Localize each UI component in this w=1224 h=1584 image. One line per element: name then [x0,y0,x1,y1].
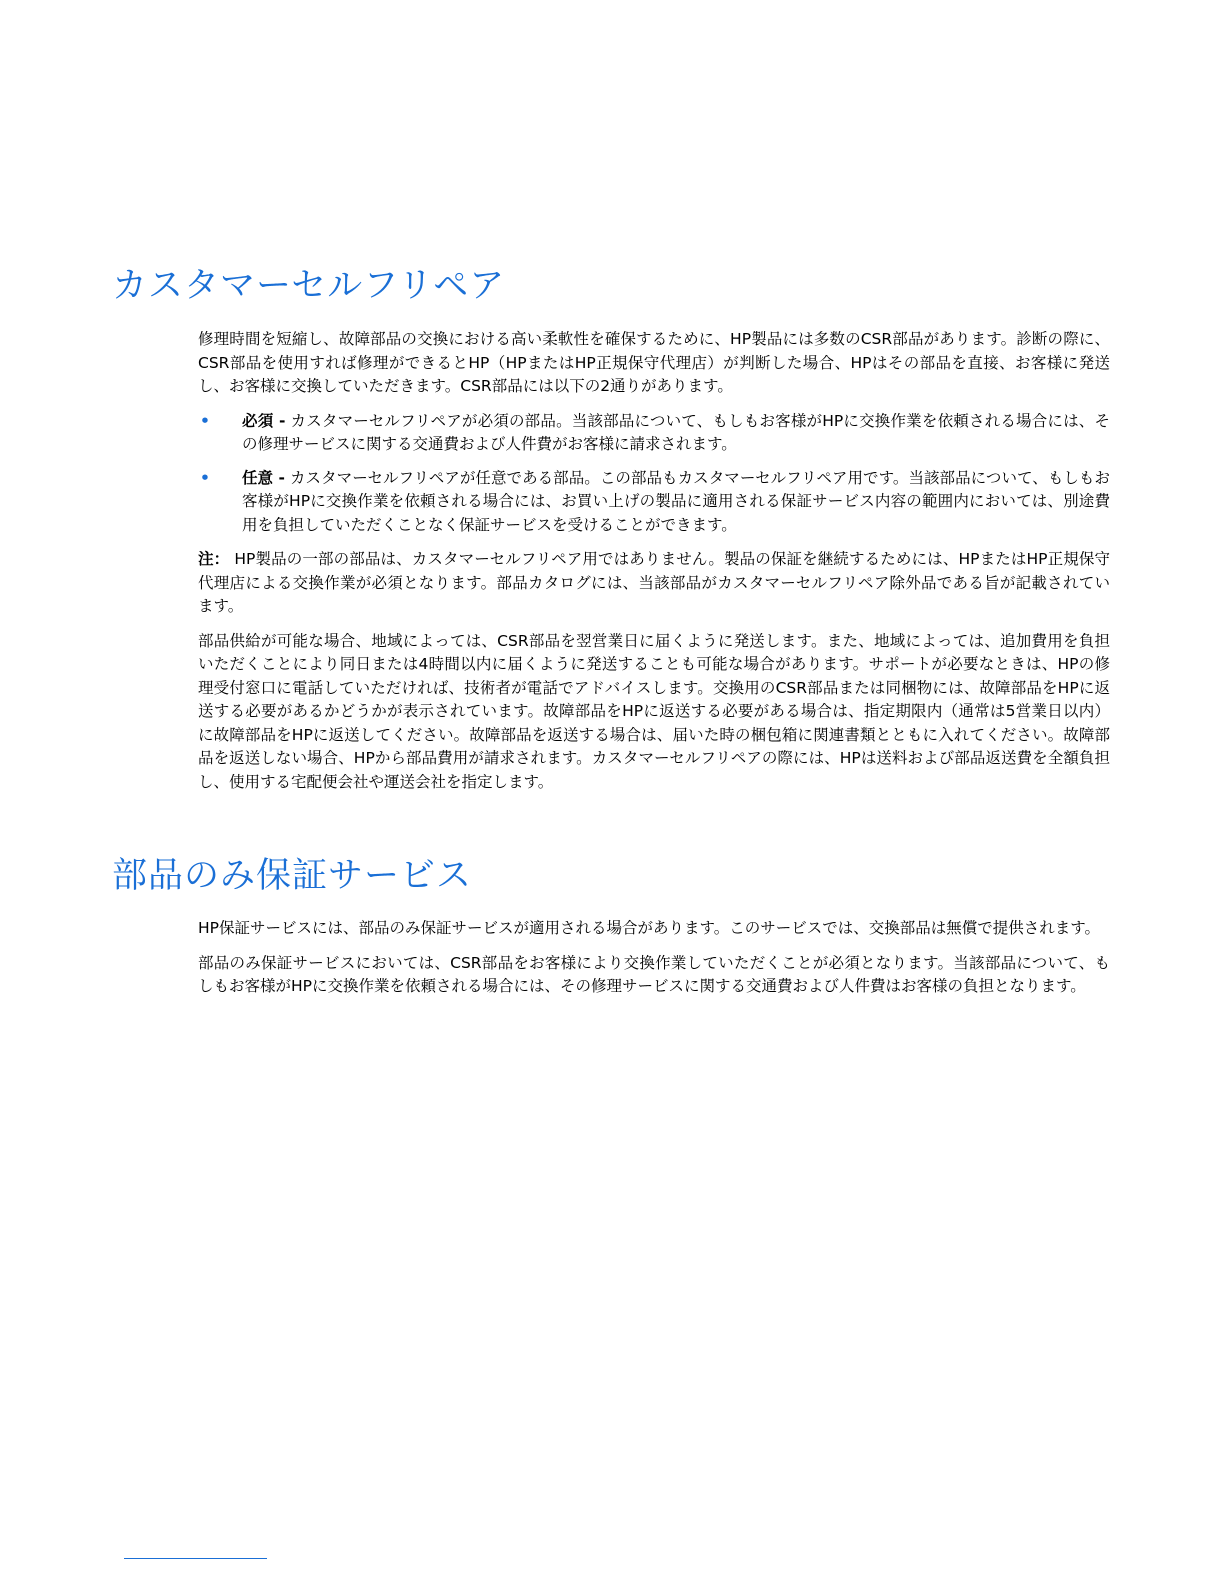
list-item-lead: 任意 - [242,468,285,487]
list-item-optional [198,467,1110,538]
csr-part-types-list [198,410,1110,538]
list-item-mandatory [198,410,1110,457]
list-item-text: カスタマーセルフリペアが任意である部品。この部品もカスタマーセルフリペア用です。当該部品について、もしもお客様がHPに交換作業を依頼される場合には、お買い上げの製品に適用される保証サービス内容の範囲内においては、別途費用を負担していただくことなく保証サービスを受けることができます。 [242,468,1110,534]
section-heading-customer-self-repair: カスタマーセルフリペア [112,266,506,306]
shipping-paragraph: 部品供給が可能な場合、地域によっては、CSR部品を翌営業日に届くように発送します。また、地域によっては、追加費用を負担いただくことにより同日または4時間以内に届くように発送することも可能な場合があります。サポートが必要なときは、HPの修理受付窓口に電話していただければ、技術者が電話でアドバイスします。交換用のCSR部品または同梱物には、故障部品をHPに返送する必要があるかどうかが表示されています。故障部品をHPに返送する必要がある場合は、指定期限内（通常は5営業日以内）に故障部品をHPに返送してください。故障部品を返送する場合は、届いた時の梱包箱に関連書類とともに入れてください。故障部品を返送しない場合、HPから部品費用が請求されます。カスタマーセルフリペアの際には、HPは送料および部品返送費を全額負担し、使用する宅配便会社や運送会社を指定します。 [198,631,1110,791]
parts-only-paragraph-1: HP保証サービスには、部品のみ保証サービスが適用される場合があります。このサービスでは、交換部品は無償で提供されます。 [198,919,1101,937]
section-body-customer-self-repair [198,328,1110,805]
footer-rule [124,1558,267,1559]
bullet-icon: • [200,468,210,487]
note-label: 注： [198,550,230,568]
list-item-lead: 必須 - [242,411,286,430]
note-paragraph [198,548,1110,619]
intro-paragraph: 修理時間を短縮し、故障部品の交換における高い柔軟性を確保するために、HP製品には多数のCSR部品があります。診断の際に、CSR部品を使用すれば修理ができるとHP（HPまたはHP正規保守代理店）が判断した場合、HPはその部品を直接、お客様に発送し、お客様に交換していただきます。CSR部品には以下の2通りがあります。 [198,330,1110,395]
section-heading-parts-only-warranty: 部品のみ保証サービス [112,856,473,896]
note-text: HP製品の一部の部品は、カスタマーセルフリペア用ではありません。製品の保証を継続するためには、HPまたはHP正規保守代理店による交換作業が必須となります。部品カタログには、当該部品がカスタマーセルフリペア除外品である旨が記載されています。 [198,550,1110,615]
bullet-icon: • [200,411,210,430]
section-body-parts-only-warranty [198,917,1110,1010]
list-item-text: カスタマーセルフリペアが必須の部品。当該部品について、もしもお客様がHPに交換作業を依頼される場合には、その修理サービスに関する交通費および人件費がお客様に請求されます。 [242,411,1110,453]
parts-only-paragraph-2: 部品のみ保証サービスにおいては、CSR部品をお客様により交換作業していただくことが必須となります。当該部品について、もしもお客様がHPに交換作業を依頼される場合には、その修理サービスに関する交通費および人件費はお客様の負担となります。 [198,953,1110,995]
